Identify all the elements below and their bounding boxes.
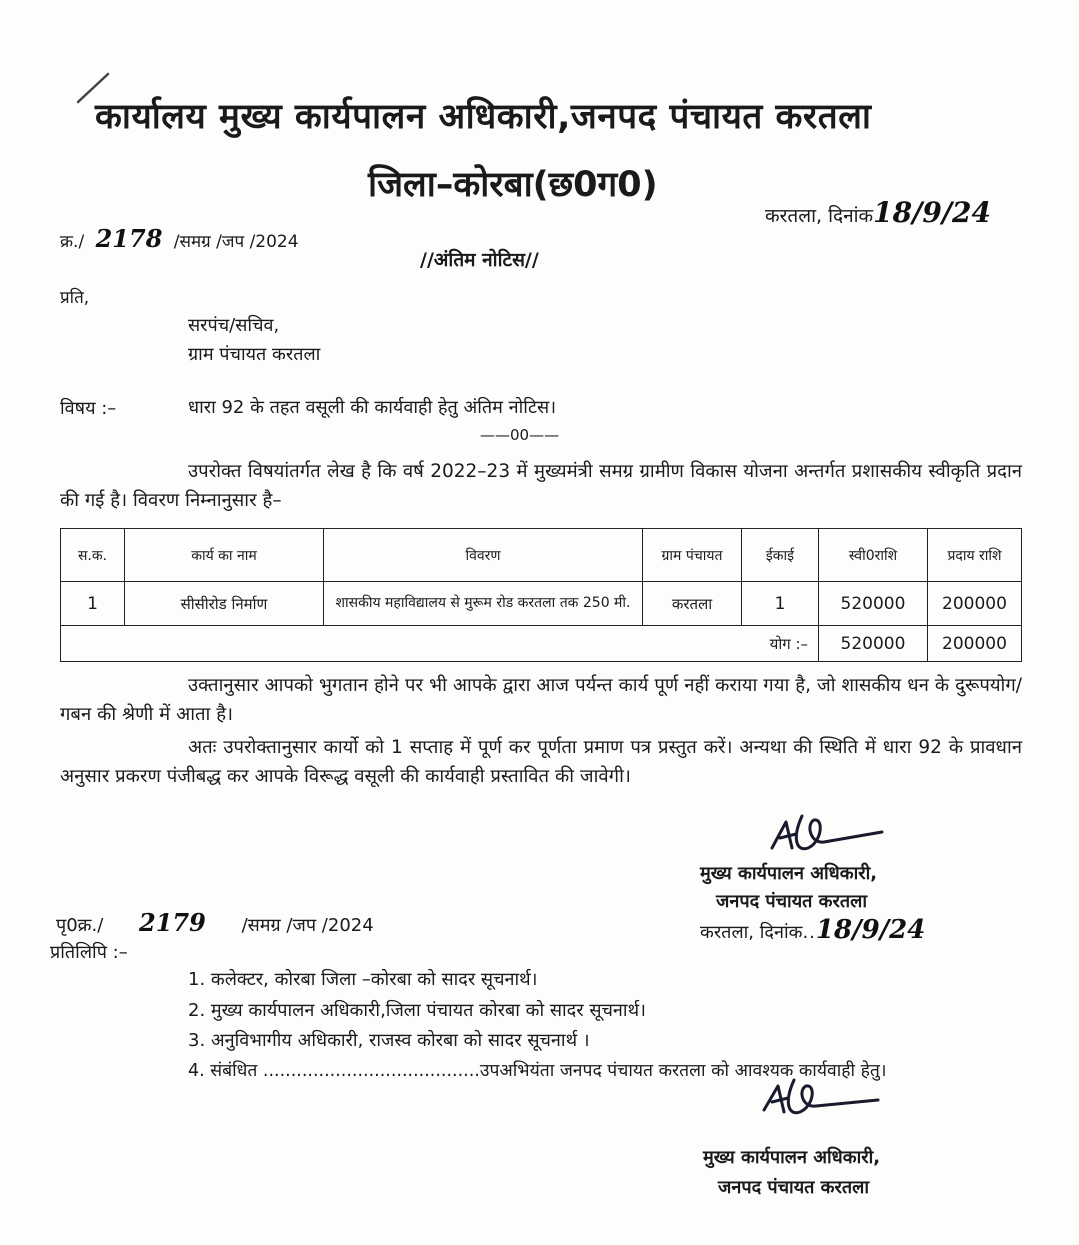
signature-date-handwritten: 18/9/24: [815, 915, 926, 945]
table-total-row: [61, 626, 1022, 662]
cell-released: 200000: [928, 582, 1022, 626]
signature-date-1: करतला, दिनांक..18/9/24: [700, 915, 926, 945]
paragraph-default: उक्तानुसार आपको भुगतान होने पर भी आपके द्वारा आज पर्यन्त कार्य पूर्ण नहीं कराया गया है, जो शासकीय धन के दुरूपयोग/गबन की श्रेणी में आता है।: [60, 675, 1022, 725]
issue-date-handwritten: 18/9/24: [873, 196, 992, 229]
total-sanctioned: 520000: [819, 626, 928, 662]
col-header-description: विवरण: [324, 529, 643, 582]
endorsement-number-handwritten: 2179: [139, 908, 206, 937]
signature-date-label: करतला, दिनांक: [700, 922, 803, 943]
signatory-office-2: जनपद पंचायत करतला: [718, 1177, 869, 1198]
table-row: [61, 582, 1022, 626]
list-item: 2. मुख्य कार्यपालन अधिकारी,जिला पंचायत कोरबा को सादर सूचनार्थ।: [188, 1000, 646, 1021]
total-label: योग :–: [61, 626, 819, 662]
col-header-sanctioned: स्वी0राशि: [819, 529, 928, 582]
table-header-row: [61, 529, 1022, 582]
reference-prefix: क्र./: [60, 232, 85, 252]
paragraph-warning: अतः उपरोक्तानुसार कार्यो को 1 सप्ताह में पूर्ण कर पूर्णता प्रमाण पत्र प्रस्तुत करें। अन्यथा की स्थिति में धारा 92 के प्रावधान अनुसार प्रकरण पंजीबद्ध कर आपके विरूद्ध वसूली की कार्यवाही प्रस्तावित की जावेगी।: [60, 737, 1022, 787]
col-header-work-name: कार्य का नाम: [125, 529, 324, 582]
subject-text: धारा 92 के तहत वसूली की कार्यवाही हेतु अंतिम नोटिस।: [188, 397, 557, 418]
district-title: जिला–कोरबा(छ0ग0): [368, 165, 658, 205]
reference-number: [60, 224, 299, 253]
cell-work-name: सीसीरोड निर्माण: [125, 582, 324, 626]
recipient-line1: सरपंच/सचिव,: [188, 315, 280, 336]
reference-suffix: /समग्र /जप /2024: [173, 232, 299, 252]
cell-panchayat: करतला: [643, 582, 742, 626]
cell-description: शासकीय महाविद्यालय से मुरूम रोड करतला तक 250 मी.: [324, 582, 643, 626]
subject-label: विषय :–: [60, 398, 117, 419]
recipient-line2: ग्राम पंचायत करतला: [188, 344, 321, 365]
signatory-office-1: जनपद पंचायत करतला: [716, 891, 867, 912]
cell-sno: 1: [61, 582, 125, 626]
separator: ——00——: [480, 426, 560, 444]
paragraph-intro: उपरोक्त विषयांतर्गत लेख है कि वर्ष 2022–23 में मुख्यमंत्री समग्र ग्रामीण विकास योजना अन्तर्गत प्रशासकीय स्वीकृति प्रदान की गई है। विवरण निम्नानुसार है–: [60, 461, 1022, 511]
list-item: 1. कलेक्टर, कोरबा जिला –कोरबा को सादर सूचनार्थ।: [188, 969, 538, 990]
signature-mark-2: [756, 1074, 886, 1130]
endorsement-suffix: /समग्र /जप /2024: [241, 915, 374, 936]
office-title: कार्यालय मुख्य कार्यपालन अधिकारी,जनपद पंचायत करतला: [95, 97, 872, 137]
endorsement-prefix: पृ0क्र./: [56, 915, 104, 936]
signatory-designation-2: मुख्य कार्यपालन अधिकारी,: [703, 1147, 881, 1168]
work-details-table: [60, 528, 1022, 662]
cell-sanctioned: 520000: [819, 582, 928, 626]
signature-mark-1: [762, 808, 892, 868]
issue-date-label: करतला, दिनांक: [765, 205, 874, 227]
col-header-panchayat: ग्राम पंचायत: [643, 529, 742, 582]
signatory-designation-1: मुख्य कार्यपालन अधिकारी,: [700, 863, 878, 884]
total-released: 200000: [928, 626, 1022, 662]
cell-unit: 1: [742, 582, 819, 626]
issue-date: [765, 196, 991, 229]
col-header-unit: ईकाई: [742, 529, 819, 582]
col-header-released: प्रदाय राशि: [928, 529, 1022, 582]
notice-title: //अंतिम नोटिस//: [420, 249, 539, 271]
endorsement-number: [56, 908, 374, 937]
recipient-prefix: प्रति,: [60, 288, 90, 308]
reference-number-handwritten: 2178: [95, 224, 163, 253]
list-item: 3. अनुविभागीय अधिकारी, राजस्व कोरबा को सादर सूचनार्थ ।: [188, 1030, 590, 1051]
col-header-sno: स.क.: [61, 529, 125, 582]
copy-label: प्रतिलिपि :–: [50, 942, 128, 963]
list-item: 4. संबंधित .......................................उपअभियंता जनपद पंचायत करतला को आवश्यक कार्यवाही हेतु।: [188, 1061, 887, 1081]
